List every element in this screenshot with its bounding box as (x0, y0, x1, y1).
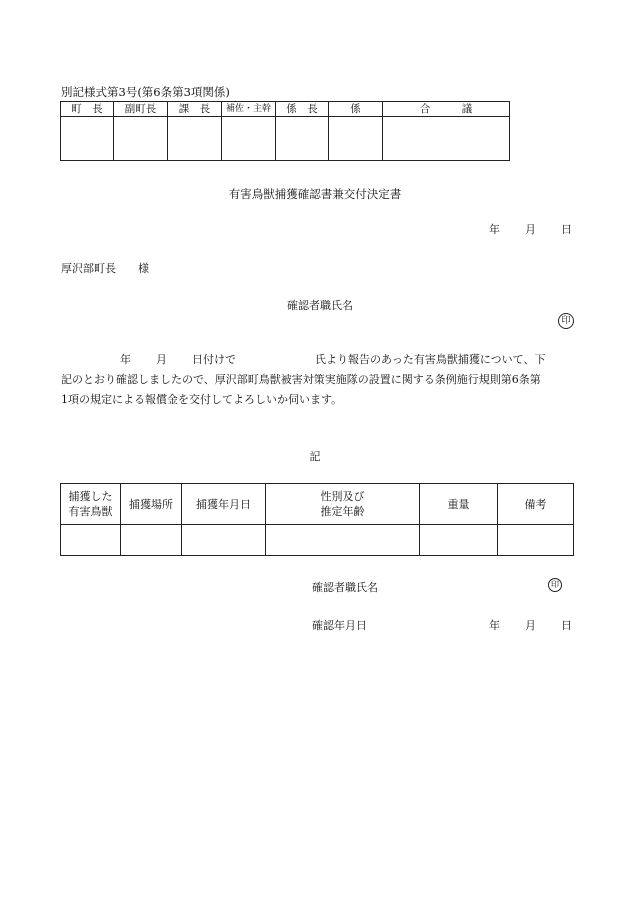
record-header-sex-age-l2: 推定年齢 (320, 505, 365, 518)
record-cell[interactable] (61, 525, 121, 556)
approval-stamp-cell[interactable] (276, 117, 329, 161)
footer-day-label: 日 (561, 619, 572, 632)
confirmer-name-label: 確認者職氏名 (287, 299, 353, 312)
footer-month-label: 月 (525, 619, 536, 632)
record-cell[interactable] (420, 525, 498, 556)
approval-stamp-table (60, 101, 510, 161)
seal-icon: 印 (558, 313, 574, 329)
record-header-animal (61, 484, 121, 525)
body-line-3: 1項の規定による報償金を交付してよろしいか伺います。 (61, 393, 343, 406)
record-header-remarks (498, 484, 574, 525)
body-dated: 日付けで (192, 353, 236, 366)
approval-stamp-cell[interactable] (114, 117, 168, 161)
request-body (61, 350, 574, 410)
approval-header-mayor: 町 長 (61, 102, 114, 117)
footer-year-label: 年 (489, 619, 500, 632)
footer-confirmer-label: 確認者職氏名 (312, 581, 378, 594)
approval-stamp-cell[interactable] (168, 117, 222, 161)
record-header-date (182, 484, 266, 525)
document-title: 有害鳥獣捕獲確認書兼交付決定書 (228, 187, 402, 201)
approval-header-section-chief: 課 長 (168, 102, 222, 117)
ki-heading: 記 (309, 450, 321, 463)
capture-record-table (60, 483, 574, 556)
record-header-weight (420, 484, 498, 525)
record-cell[interactable] (182, 525, 266, 556)
footer-seal-icon: 印 (548, 578, 562, 592)
body-year: 年 (120, 353, 131, 366)
record-header-remarks-label: 備考 (524, 497, 547, 511)
record-header-place (121, 484, 182, 525)
record-header-animal-l1: 捕獲した (68, 490, 113, 503)
date-day-label: 日 (561, 223, 572, 236)
record-header-animal-l2: 有害鳥獣 (68, 505, 113, 518)
approval-header-deputy-mayor: 副町長 (114, 102, 168, 117)
addressee: 厚沢部町長 様 (61, 262, 149, 275)
approval-header-staff: 係 (329, 102, 383, 117)
footer-date-label: 確認年月日 (312, 619, 367, 632)
approval-stamp-cell[interactable] (222, 117, 276, 161)
body-month: 月 (156, 353, 167, 366)
record-header-sex-age (266, 484, 420, 525)
approval-header-consultation: 合 議 (383, 102, 510, 117)
record-header-date-label: 捕獲年月日 (196, 497, 251, 511)
body-line-1 (61, 350, 574, 370)
record-cell[interactable] (266, 525, 420, 556)
record-header-weight-label: 重量 (447, 497, 470, 511)
approval-stamp-cell[interactable] (329, 117, 383, 161)
form-number-label: 別記様式第3号(第6条第3項関係) (61, 85, 230, 99)
approval-stamp-cell[interactable] (383, 117, 510, 161)
body-reporter-text: 氏より報告のあった有害鳥獣捕獲について、下 (315, 353, 546, 366)
approval-stamp-cell[interactable] (61, 117, 114, 161)
record-cell[interactable] (498, 525, 574, 556)
date-year-label: 年 (489, 223, 500, 236)
record-header-sex-age-l1: 性別及び (320, 490, 365, 503)
approval-header-assistant: 補佐・主幹 (222, 102, 276, 117)
record-cell[interactable] (121, 525, 182, 556)
date-month-label: 月 (525, 223, 536, 236)
body-line-2: 記のとおり確認しましたので、厚沢部町鳥獣被害対策実施隊の設置に関する条例施行規則第6条第 (61, 373, 541, 386)
approval-header-subsection-chief: 係 長 (276, 102, 329, 117)
record-header-place-label: 捕獲場所 (129, 497, 173, 511)
